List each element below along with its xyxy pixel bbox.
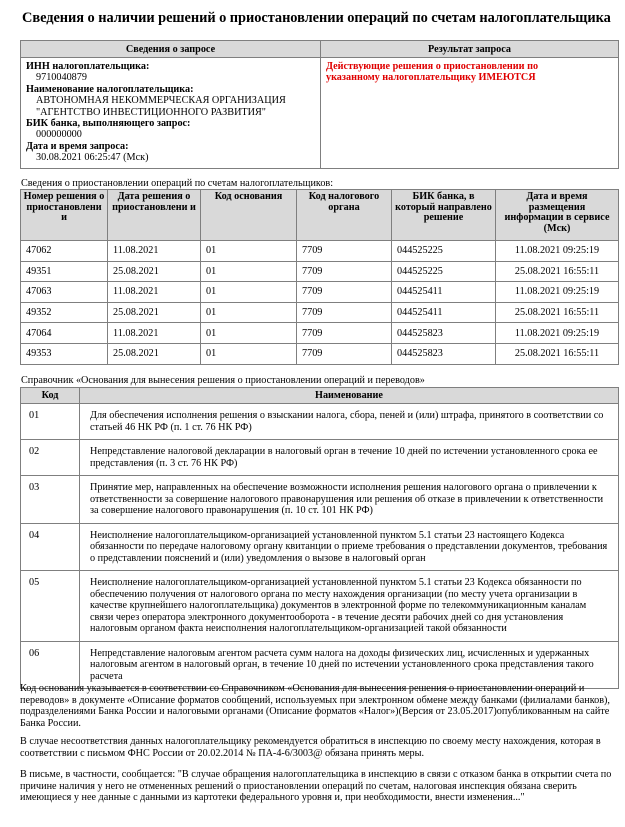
decision-number: 47064 [21, 323, 108, 344]
ops-caption: Сведения о приостановлении операций по счетам налогоплательщиков: [21, 178, 334, 189]
bik-value: 000000000 [36, 129, 82, 141]
ref-header-code: Код [21, 388, 80, 404]
table-row [21, 282, 619, 303]
reason-description: Непредставление налоговым агентом расчета сумм налога на доходы физических лиц, исчисленных и удержанных налоговым агентом в налоговый орган, в течение 10 дней по истечении установленного срока представления такого расчета [80, 641, 619, 689]
posted-datetime: 11.08.2021 09:25:19 [496, 282, 619, 303]
table-row [21, 343, 619, 364]
tax-authority-code: 7709 [297, 241, 392, 262]
ops-header-decision-date: Дата решения о приостановлени и [108, 190, 201, 241]
decision-date: 25.08.2021 [108, 343, 201, 364]
table-row [21, 523, 619, 571]
request-result-cell [321, 58, 619, 169]
table-row [21, 323, 619, 344]
table-row [21, 571, 619, 642]
note-letter-quote: В письме, в частности, сообщается: "В случае обращения налогоплательщика в инспекцию в связи с отказом банка в открытии счета по причине наличия у него не отмененных решений о приостановлении операций по счетам, налоговая инспекция обязана сверить имеющиеся у нее данные с данными из картотеки федерального уровня и, при необходимости, внести изменения..." [20, 769, 612, 804]
decision-date: 25.08.2021 [108, 302, 201, 323]
reason-code: 01 [201, 282, 297, 303]
table-row [21, 302, 619, 323]
reasons-reference-table [20, 387, 619, 689]
request-details [21, 58, 321, 169]
decision-number: 47063 [21, 282, 108, 303]
note-reason-code: Код основания указывается в соответствии со Справочником «Основания для вынесения решения о приостановлении операций и переводов» в документе «Описание форматов сообщений, используемых при электронном обмене между банками (филиалами банков), подразделениями Банка России и налоговыми органами (Описание форматов «Налог»)(Версия от 23.05.2017)опубликованным на сайте Банка России. [20, 683, 610, 729]
bank-bik: 044525411 [392, 302, 496, 323]
inn-value: 9710040879 [36, 72, 87, 84]
ops-header-tax-authority: Код налогового органа [297, 190, 392, 241]
reason-code: 03 [21, 476, 80, 524]
table-row [21, 440, 619, 476]
posted-datetime: 11.08.2021 09:25:19 [496, 323, 619, 344]
reason-description: Неисполнение налогоплательщиком-организацией установленной пунктом 5.1 статьи 23 настоящего Кодекса обязанности по передаче налоговому органу квитанции о приеме требования о представлении документов, требования о представлении пояснений и (или) уведомления о вызове в налоговый орган [80, 523, 619, 571]
tax-authority-code: 7709 [297, 323, 392, 344]
decision-date: 11.08.2021 [108, 241, 201, 262]
ref-header-row [21, 388, 619, 404]
decision-number: 49352 [21, 302, 108, 323]
tax-authority-code: 7709 [297, 343, 392, 364]
reason-description: Принятие мер, направленных на обеспечение возможности исполнения решения налогового органа о привлечении к ответственности за совершение налогового правонарушения или решения об отказе в привлечении к ответственности за совершение налогового правонарушения (п. 10 ст. 101 НК РФ) [80, 476, 619, 524]
reason-code: 05 [21, 571, 80, 642]
request-header-left: Сведения о запросе [21, 41, 321, 58]
reason-code: 02 [21, 440, 80, 476]
table-row [21, 261, 619, 282]
ops-header-decision-number: Номер решения о приостановлени и [21, 190, 108, 241]
reason-description: Непредставление налоговой декларации в налоговый орган в течение 10 дней по истечении установленного срока ее представления (п. 3 ст. 76 НК РФ) [80, 440, 619, 476]
decision-date: 25.08.2021 [108, 261, 201, 282]
decision-number: 49353 [21, 343, 108, 364]
bank-bik: 044525823 [392, 323, 496, 344]
bik-label: БИК банка, выполняющего запрос: [26, 118, 191, 130]
ref-header-name: Наименование [80, 388, 619, 404]
bank-bik: 044525411 [392, 282, 496, 303]
decision-number: 49351 [21, 261, 108, 282]
name-value-line-2: "АГЕНТСТВО ИНВЕСТИЦИОННОГО РАЗВИТИЯ" [36, 106, 266, 118]
table-row [21, 241, 619, 262]
tax-authority-code: 7709 [297, 282, 392, 303]
posted-datetime: 25.08.2021 16:55:11 [496, 343, 619, 364]
bank-bik: 044525225 [392, 261, 496, 282]
table-row [21, 476, 619, 524]
ops-table [20, 189, 619, 365]
reason-code: 06 [21, 641, 80, 689]
name-value-line-1: АВТОНОМНАЯ НЕКОММЕРЧЕСКАЯ ОРГАНИЗАЦИЯ [36, 95, 286, 107]
ops-header-reason-code: Код основания [201, 190, 297, 241]
ops-header-posted-datetime: Дата и время размещения информации в сервисе (Мск) [496, 190, 619, 241]
request-table [20, 40, 619, 169]
posted-datetime: 25.08.2021 16:55:11 [496, 302, 619, 323]
datetime-value: 30.08.2021 06:25:47 (Мск) [36, 152, 149, 164]
reason-code: 04 [21, 523, 80, 571]
decision-date: 11.08.2021 [108, 282, 201, 303]
bank-bik: 044525225 [392, 241, 496, 262]
reason-code: 01 [201, 302, 297, 323]
posted-datetime: 25.08.2021 16:55:11 [496, 261, 619, 282]
reason-description: Неисполнение налогоплательщиком-организацией установленной пунктом 5.1 статьи 23 Кодекса обязанности по обеспечению получения от налогового органа по месту нахождения организации (по месту учета организации в качестве крупнейшего налогоплательщика) документов в электронной форме по телекоммуникационным каналам связи через оператора электронного документооборота - в течение десяти рабочих дней со дня установления налоговым органом факта неисполнения налогоплательщиком-организацией такой обязанности [80, 571, 619, 642]
tax-authority-code: 7709 [297, 261, 392, 282]
reason-code: 01 [201, 343, 297, 364]
reason-code: 01 [201, 241, 297, 262]
posted-datetime: 11.08.2021 09:25:19 [496, 241, 619, 262]
ops-header-bank-bik: БИК банка, в который направлено решение [392, 190, 496, 241]
request-header-right: Результат запроса [321, 41, 619, 58]
inn-label: ИНН налогоплательщика: [26, 61, 150, 72]
reason-code: 01 [201, 323, 297, 344]
reason-code: 01 [21, 404, 80, 440]
reason-code: 01 [201, 261, 297, 282]
table-row [21, 641, 619, 689]
decision-date: 11.08.2021 [108, 323, 201, 344]
note-mismatch: В случае несоответствия данных налогоплательщику рекомендуется обратиться в инспекцию по своему месту нахождения, которая в соответствии с письмом ФНС России от 20.02.2014 № ПА-4-6/3003@ обязана принять меры. [20, 736, 601, 759]
request-result-text: Действующие решения о приостановлении по указанному налогоплательщику ИМЕЮТСЯ [326, 61, 539, 84]
table-row [21, 404, 619, 440]
name-label: Наименование налогоплательщика: [26, 83, 194, 95]
page-title: Сведения о наличии решений о приостановлении операций по счетам налогоплательщика [22, 10, 611, 26]
reason-description: Для обеспечения исполнения решения о взыскании налога, сбора, пеней и (или) штрафа, принятого в соответствии со статьей 46 НК РФ (п. 1 ст. 76 НК РФ) [80, 404, 619, 440]
decision-number: 47062 [21, 241, 108, 262]
ops-header-row [21, 190, 619, 241]
tax-authority-code: 7709 [297, 302, 392, 323]
ref-caption: Справочник «Основания для вынесения решения о приостановлении операций и переводов» [21, 375, 425, 386]
datetime-label: Дата и время запроса: [26, 140, 129, 152]
bank-bik: 044525823 [392, 343, 496, 364]
